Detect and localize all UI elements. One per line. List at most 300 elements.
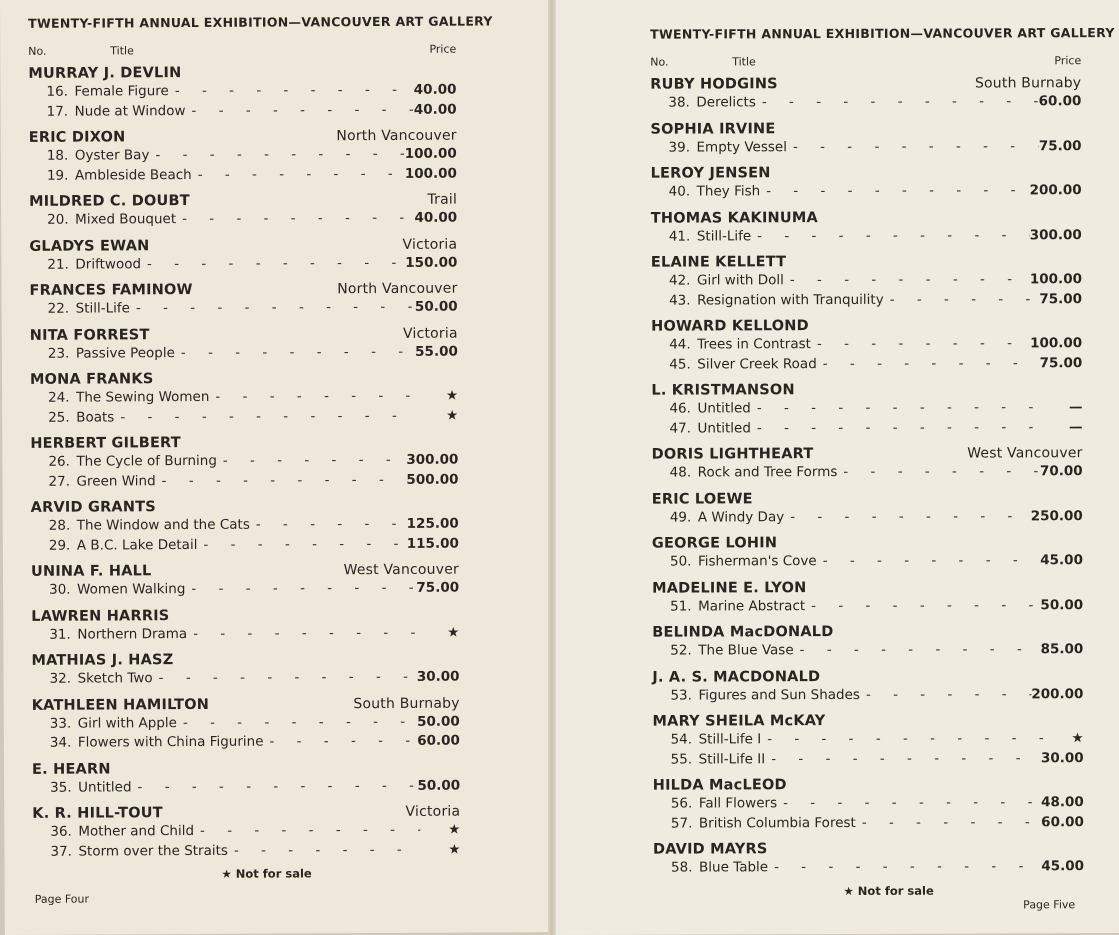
artwork-row xyxy=(652,640,1083,661)
artwork-title: Flowers with China Figurine xyxy=(77,733,264,751)
artwork-number: 47. xyxy=(669,420,692,437)
leader-dots xyxy=(223,451,407,471)
artwork-number: 30. xyxy=(49,581,71,598)
artwork-row xyxy=(653,813,1084,834)
artist-entry xyxy=(29,235,457,275)
artwork-price: ★ xyxy=(446,407,459,424)
artist-entry xyxy=(652,667,1083,706)
artwork-row xyxy=(653,793,1084,814)
artwork-price: 250.00 xyxy=(1030,507,1083,524)
artwork-row xyxy=(651,354,1082,375)
artwork-row xyxy=(31,623,459,645)
artwork-row xyxy=(29,164,457,186)
artist-line xyxy=(31,561,459,581)
artwork-price: 500.00 xyxy=(406,471,459,488)
artwork-number: 23. xyxy=(47,345,70,362)
artwork-price: 200.00 xyxy=(1029,182,1082,199)
artwork-row xyxy=(652,462,1083,483)
artwork-row xyxy=(651,290,1082,311)
artwork-title: The Blue Vase xyxy=(698,642,794,659)
artwork-row xyxy=(30,406,458,428)
artwork-title: Empty Vessel xyxy=(696,138,787,155)
artist-name: DAVID MAYRS xyxy=(652,841,768,858)
artwork-title: Driftwood xyxy=(75,255,142,273)
artwork-title: Fall Flowers xyxy=(698,795,778,812)
artist-name: LEROY JENSEN xyxy=(650,165,771,182)
artwork-number: 22. xyxy=(47,300,70,317)
artwork-price: — xyxy=(1068,399,1083,416)
leader-dots xyxy=(181,342,415,363)
artwork-number: 44. xyxy=(669,336,691,353)
artwork-row xyxy=(32,732,460,754)
artwork-title: The Sewing Women xyxy=(76,388,210,406)
artwork-number: 39. xyxy=(668,139,691,156)
artist-line xyxy=(651,208,1082,228)
artwork-row xyxy=(30,298,458,320)
leader-dots xyxy=(762,92,1039,112)
artwork-price: 50.00 xyxy=(414,298,458,315)
artwork-number: 43. xyxy=(669,292,691,309)
artwork-number: 18. xyxy=(46,147,69,164)
artwork-number: 51. xyxy=(670,598,692,615)
artwork-row xyxy=(653,857,1084,878)
artist-entry xyxy=(650,74,1081,113)
artwork-title: Sketch Two xyxy=(77,670,153,687)
artwork-number: 25. xyxy=(48,409,70,426)
artist-line xyxy=(653,839,1084,859)
artwork-row xyxy=(651,226,1082,247)
artwork-price: 45.00 xyxy=(1041,858,1085,875)
artist-line xyxy=(31,650,459,670)
leader-dots xyxy=(757,226,1030,246)
leader-dots xyxy=(162,470,407,491)
artist-name: MATHIAS J. HASZ xyxy=(31,652,174,669)
artwork-row xyxy=(651,181,1082,202)
artwork-price: 100.00 xyxy=(404,145,457,162)
artist-location: South Burnaby xyxy=(353,695,460,712)
artwork-number: 38. xyxy=(668,94,690,111)
artwork-number: 56. xyxy=(670,795,693,812)
artist-entry xyxy=(652,489,1083,528)
artwork-price: 100.00 xyxy=(404,165,457,182)
artist-name: DORIS LIGHTHEART xyxy=(651,446,814,463)
artist-name: LAWREN HARRIS xyxy=(31,607,170,625)
artwork-price: 40.00 xyxy=(414,209,458,226)
artist-entry xyxy=(28,63,456,122)
artwork-number: 34. xyxy=(49,734,72,751)
column-headers xyxy=(650,54,1081,69)
artwork-row xyxy=(30,470,458,492)
artwork-row xyxy=(32,776,460,798)
artwork-number: 27. xyxy=(48,473,71,490)
artwork-number: 33. xyxy=(49,715,72,732)
artist-entry xyxy=(653,839,1084,878)
artist-entry xyxy=(30,324,458,364)
leader-dots xyxy=(823,354,1040,374)
artist-name: THOMAS KAKINUMA xyxy=(650,209,818,227)
artist-line xyxy=(31,497,459,517)
leader-dots xyxy=(890,290,1040,310)
artist-name: NITA FORREST xyxy=(29,326,150,344)
leader-dots xyxy=(137,776,417,797)
artist-location: Victoria xyxy=(402,325,458,342)
column-no: No. xyxy=(650,55,669,69)
artwork-row xyxy=(31,579,459,601)
artwork-row xyxy=(653,729,1084,750)
artwork-number: 29. xyxy=(48,537,71,554)
artwork-row xyxy=(29,100,457,122)
artwork-title: Women Walking xyxy=(77,581,186,598)
artwork-title: Female Figure xyxy=(74,83,169,100)
artwork-row xyxy=(28,81,456,103)
artwork-title: Girl with Apple xyxy=(77,714,177,732)
artwork-title: Storm over the Straits xyxy=(78,842,228,860)
artist-location: Victoria xyxy=(402,236,458,253)
artwork-title: Resignation with Tranquility xyxy=(697,291,884,308)
artist-line xyxy=(31,605,459,625)
artist-line xyxy=(32,758,460,778)
leader-dots xyxy=(191,100,413,121)
artist-name: MILDRED C. DOUBT xyxy=(29,193,190,210)
leader-dots xyxy=(757,398,1043,418)
column-title: Title xyxy=(110,44,134,58)
artwork-number: 26. xyxy=(48,453,70,470)
artwork-row xyxy=(29,209,457,231)
artwork-title: Fisherman's Cove xyxy=(697,553,817,570)
artwork-price: 85.00 xyxy=(1040,641,1084,658)
artwork-number: 42. xyxy=(668,272,691,289)
artwork-price: ★ xyxy=(1071,730,1084,747)
artwork-title: British Columbia Forest xyxy=(698,814,856,831)
artist-name: GEORGE LOHIN xyxy=(651,535,778,552)
artist-line xyxy=(651,316,1082,336)
leader-dots xyxy=(155,145,404,166)
artwork-title: Rock and Tree Forms xyxy=(697,464,838,481)
artist-name: HOWARD KELLOND xyxy=(651,318,809,335)
artwork-row xyxy=(31,534,459,556)
artist-name: ELAINE KELLETT xyxy=(650,254,787,271)
artist-entry xyxy=(651,252,1082,311)
artwork-row xyxy=(30,387,458,409)
artist-name: MURRAY J. DEVLIN xyxy=(28,65,182,82)
artist-line xyxy=(652,489,1083,509)
artwork-number: 35. xyxy=(50,779,72,796)
leader-dots xyxy=(234,840,421,860)
artwork-number: 58. xyxy=(671,859,693,876)
artwork-price: 300.00 xyxy=(406,451,459,468)
artwork-price: 40.00 xyxy=(413,101,457,118)
leader-dots xyxy=(200,821,420,842)
artwork-number: 50. xyxy=(669,553,692,570)
artist-line xyxy=(30,369,458,389)
artwork-number: 57. xyxy=(670,815,693,832)
page-four xyxy=(0,0,557,935)
artwork-row xyxy=(651,334,1082,355)
artwork-title: Nude at Window xyxy=(74,102,186,120)
page-number: Page Five xyxy=(1023,898,1076,912)
leader-dots xyxy=(862,813,1041,833)
artwork-number: 21. xyxy=(47,256,69,273)
artwork-title: Blue Table xyxy=(699,859,769,876)
artwork-title: Mother and Child xyxy=(78,822,195,840)
artwork-price: ★ xyxy=(447,624,460,641)
artwork-price: — xyxy=(1068,418,1083,435)
page-fold xyxy=(548,0,556,935)
artwork-number: 49. xyxy=(669,509,692,526)
artwork-row xyxy=(652,507,1083,528)
artist-entry xyxy=(29,191,457,231)
artwork-row xyxy=(32,821,460,843)
leader-dots xyxy=(783,793,1041,813)
page-number: Page Four xyxy=(34,892,90,906)
artist-line xyxy=(650,74,1081,94)
not-for-sale-note: ★ Not for sale xyxy=(221,866,312,881)
artwork-number: 24. xyxy=(48,389,70,406)
artwork-price: 45.00 xyxy=(1040,552,1083,569)
leader-dots xyxy=(823,551,1041,571)
artist-name: FRANCES FAMINOW xyxy=(29,281,193,299)
not-for-sale-note: ★ Not for sale xyxy=(843,883,934,898)
column-title: Title xyxy=(732,55,756,69)
artist-line xyxy=(28,63,456,83)
artwork-price: 100.00 xyxy=(1029,271,1083,288)
artist-line xyxy=(32,694,460,714)
artist-location: Victoria xyxy=(405,803,461,820)
artist-line xyxy=(651,380,1082,400)
artist-line xyxy=(652,533,1083,553)
artist-line xyxy=(652,622,1083,642)
artwork-title: Passive People xyxy=(75,344,175,362)
leader-dots xyxy=(120,406,418,427)
artwork-price: 40.00 xyxy=(413,81,457,98)
artwork-title: Derelicts xyxy=(696,94,756,111)
artwork-price: ★ xyxy=(448,841,461,858)
artist-entry xyxy=(32,694,460,753)
artist-line xyxy=(652,578,1083,598)
artist-line xyxy=(32,803,460,823)
leader-dots xyxy=(793,137,1039,157)
artwork-row xyxy=(32,840,460,862)
artwork-number: 54. xyxy=(670,731,693,748)
artwork-price: 300.00 xyxy=(1029,226,1082,243)
leader-dots xyxy=(147,253,405,274)
artwork-row xyxy=(651,270,1082,291)
artwork-title: Marine Abstract xyxy=(698,597,806,614)
artwork-number: 17. xyxy=(46,103,69,120)
artwork-title: Mixed Bouquet xyxy=(75,211,177,228)
leader-dots xyxy=(136,298,415,319)
artwork-title: Still-Life xyxy=(696,227,752,244)
artist-name: BELINDA MacDONALD xyxy=(652,624,834,641)
column-headers xyxy=(28,43,456,58)
artist-entry xyxy=(653,775,1084,834)
artist-entry xyxy=(32,803,460,862)
artist-line xyxy=(30,433,458,453)
artist-entry xyxy=(652,711,1083,770)
artwork-row xyxy=(29,145,457,167)
page-five xyxy=(552,0,1119,935)
artwork-title: Silver Creek Road xyxy=(697,355,817,372)
artwork-title: Northern Drama xyxy=(77,625,188,643)
artist-entry xyxy=(32,758,460,798)
artist-line xyxy=(29,127,457,147)
artwork-price: 125.00 xyxy=(406,515,459,532)
artwork-row xyxy=(30,451,458,473)
artwork-price: 100.00 xyxy=(1030,335,1083,352)
leader-dots xyxy=(771,749,1041,769)
artwork-price: 200.00 xyxy=(1031,685,1084,702)
artist-name: SOPHIA IRVINE xyxy=(650,120,776,138)
artist-entry xyxy=(651,208,1082,247)
artist-line xyxy=(652,711,1083,731)
artist-line xyxy=(652,444,1083,464)
artwork-number: 36. xyxy=(50,823,72,840)
artwork-number: 19. xyxy=(46,167,69,184)
artwork-row xyxy=(30,342,458,364)
artwork-title: Still-Life xyxy=(75,300,130,317)
artwork-number: 31. xyxy=(49,626,71,643)
leader-dots xyxy=(256,515,407,535)
artist-entry xyxy=(651,316,1082,375)
page-header: TWENTY-FIFTH ANNUAL EXHIBITION—VANCOUVER ART GALLERY xyxy=(650,25,1115,42)
leader-dots xyxy=(843,462,1040,482)
artist-name: MARY SHEILA McKAY xyxy=(652,713,826,730)
artist-location: North Vancouver xyxy=(336,127,457,145)
artist-line xyxy=(650,119,1081,139)
artist-entry xyxy=(31,605,459,645)
artist-name: HERBERT GILBERT xyxy=(30,435,181,452)
artist-name: K. R. HILL-TOUT xyxy=(32,805,163,822)
artwork-price: 60.00 xyxy=(1041,813,1084,830)
artist-entry xyxy=(650,119,1081,158)
artwork-row xyxy=(651,398,1082,419)
artist-list xyxy=(28,63,460,862)
column-no: No. xyxy=(28,44,47,58)
artwork-price: 70.00 xyxy=(1039,463,1083,480)
artwork-title: The Window and the Cats xyxy=(76,516,250,534)
artwork-price: 50.00 xyxy=(1040,596,1084,613)
artwork-price: ★ xyxy=(448,821,461,838)
artwork-row xyxy=(29,253,457,275)
leader-dots xyxy=(766,181,1029,201)
artist-name: KATHLEEN HAMILTON xyxy=(31,696,210,714)
artwork-title: They Fish xyxy=(696,183,761,200)
artwork-row xyxy=(652,685,1083,706)
artwork-row xyxy=(650,92,1081,113)
artwork-title: Figures and Sun Shades xyxy=(698,686,860,703)
artist-entry xyxy=(30,433,458,492)
artwork-title: Girl with Doll xyxy=(696,272,784,289)
artwork-price: 115.00 xyxy=(406,535,459,552)
leader-dots xyxy=(159,668,417,689)
artwork-price: 30.00 xyxy=(1040,749,1084,766)
artwork-title: Oyster Bay xyxy=(74,147,150,164)
artwork-number: 40. xyxy=(668,183,691,200)
leader-dots xyxy=(193,623,419,644)
artist-line xyxy=(653,775,1084,795)
leader-dots xyxy=(215,387,418,408)
artwork-price: 75.00 xyxy=(416,579,460,596)
artwork-title: Trees in Contrast xyxy=(697,336,811,353)
artwork-price: 30.00 xyxy=(416,668,460,685)
leader-dots xyxy=(757,418,1043,438)
artwork-number: 20. xyxy=(47,211,69,228)
artwork-title: The Cycle of Burning xyxy=(76,452,217,470)
artwork-title: A B.C. Lake Detail xyxy=(76,536,198,554)
artist-entry xyxy=(651,163,1082,202)
artwork-title: A Windy Day xyxy=(697,508,785,525)
artist-line xyxy=(29,191,457,211)
artwork-row xyxy=(652,551,1083,572)
artwork-row xyxy=(653,749,1084,770)
artist-line xyxy=(652,667,1083,687)
artist-name: GLADYS EWAN xyxy=(29,237,150,255)
artwork-number: 28. xyxy=(48,517,71,534)
artwork-title: Untitled xyxy=(697,419,751,436)
artist-entry xyxy=(29,280,457,320)
artist-location: South Burnaby xyxy=(974,75,1082,92)
artwork-number: 46. xyxy=(669,400,691,417)
artwork-price: 50.00 xyxy=(417,777,461,794)
artist-name: L. KRISTMANSON xyxy=(651,382,795,399)
artwork-number: 53. xyxy=(670,687,692,704)
artwork-price: 48.00 xyxy=(1041,794,1084,811)
leader-dots xyxy=(203,534,406,555)
leader-dots xyxy=(817,334,1030,354)
artist-location: West Vancouver xyxy=(967,445,1083,462)
artist-entry xyxy=(652,533,1083,572)
artwork-number: 32. xyxy=(49,670,72,687)
column-price: Price xyxy=(429,42,457,56)
artist-entry xyxy=(30,369,458,428)
artist-name: E. HEARN xyxy=(31,760,111,778)
leader-dots xyxy=(198,164,405,185)
artist-location: Trail xyxy=(427,191,458,208)
artwork-title: Still-Life II xyxy=(698,750,766,767)
artist-name: J. A. S. MACDONALD xyxy=(652,668,821,686)
artwork-number: 55. xyxy=(670,751,693,768)
artist-name: UNINA F. HALL xyxy=(30,563,152,580)
leader-dots xyxy=(790,507,1031,527)
artwork-title: Green Wind xyxy=(76,472,156,490)
artwork-title: Untitled xyxy=(697,400,751,417)
leader-dots xyxy=(767,729,1043,749)
leader-dots xyxy=(811,596,1040,616)
artwork-number: 45. xyxy=(669,356,691,373)
artwork-price: 150.00 xyxy=(405,254,458,271)
leader-dots xyxy=(175,81,414,102)
leader-dots xyxy=(790,270,1030,290)
leader-dots xyxy=(183,712,417,733)
artwork-price: 50.00 xyxy=(417,713,460,730)
artist-name: HILDA MacLEOD xyxy=(652,777,787,794)
artist-entry xyxy=(652,578,1083,617)
artist-entry xyxy=(652,444,1083,483)
artist-list xyxy=(650,74,1084,878)
artist-name: MADELINE E. LYON xyxy=(652,579,807,597)
artwork-title: Ambleside Beach xyxy=(74,166,192,184)
artist-line xyxy=(29,280,457,300)
artist-name: RUBY HODGINS xyxy=(650,76,778,93)
artwork-price: 55.00 xyxy=(415,343,458,360)
artwork-row xyxy=(650,137,1081,158)
artwork-price: 60.00 xyxy=(417,732,460,749)
artwork-title: Boats xyxy=(76,408,115,426)
artwork-row xyxy=(32,712,460,734)
leader-dots xyxy=(191,579,416,600)
artwork-number: 16. xyxy=(46,83,69,100)
artwork-title: Untitled xyxy=(78,778,132,796)
